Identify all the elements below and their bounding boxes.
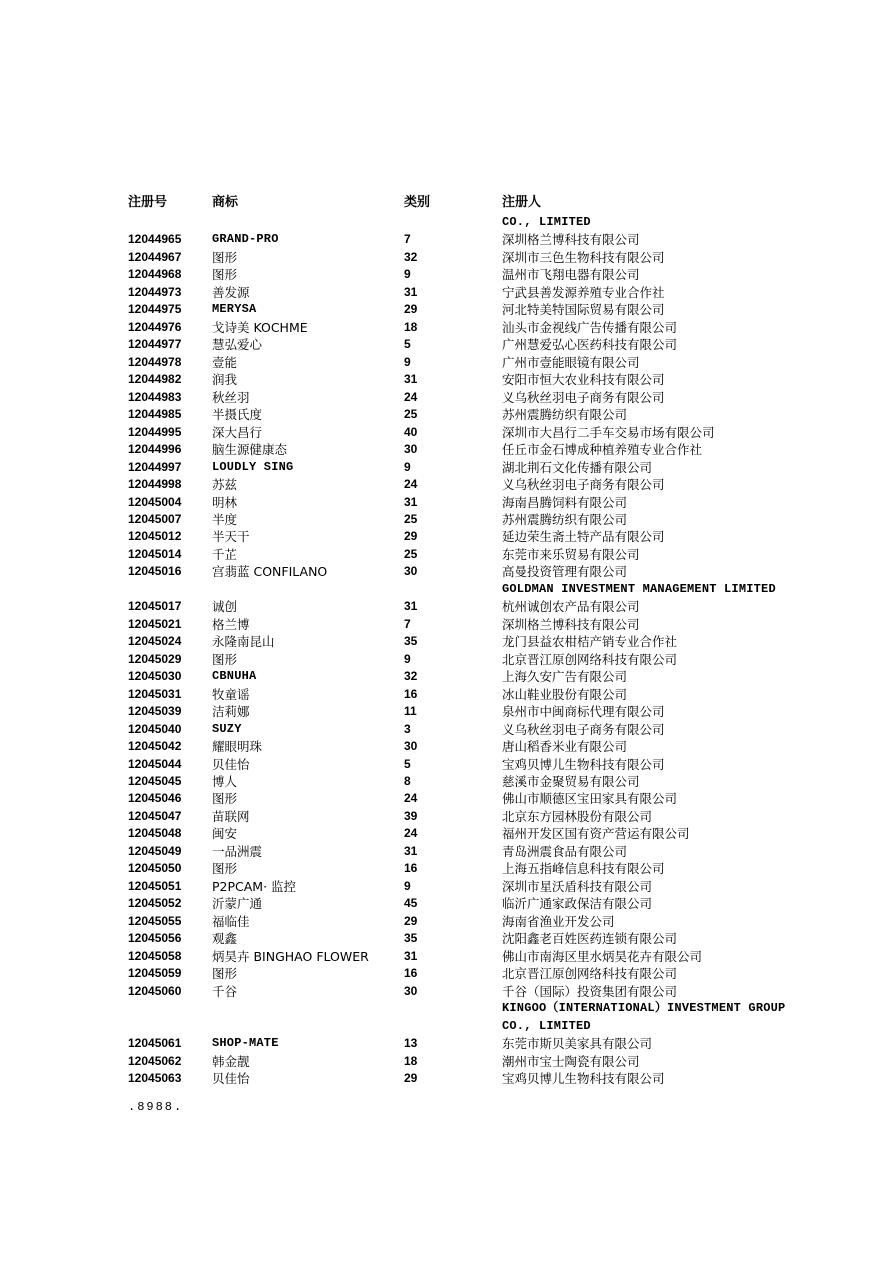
registration-number-cell: 12045016 <box>128 564 182 579</box>
registrant-cell: 佛山市南海区里水炳昊花卉有限公司 <box>502 948 703 964</box>
registrant-cell: 上海久安广告有限公司 <box>502 669 628 685</box>
table-row <box>0 686 892 703</box>
class-cell: 40 <box>404 424 418 439</box>
trademark-cell: 图形 <box>212 267 238 283</box>
table-row <box>0 528 892 545</box>
registrant-cell: 义乌秋丝羽电子商务有限公司 <box>502 389 665 405</box>
class-cell: 31 <box>404 948 418 963</box>
table-header <box>0 193 892 213</box>
registrant-cell: 佛山市顺德区宝田家具有限公司 <box>502 791 678 807</box>
registration-number-cell: 12045039 <box>128 704 182 719</box>
table-row <box>0 459 892 476</box>
registrant-cell: GOLDMAN INVESTMENT MANAGEMENT LIMITED <box>502 581 776 596</box>
trademark-cell: 秋丝羽 <box>212 389 250 405</box>
class-cell: 35 <box>404 634 418 649</box>
trademark-cell: GRAND-PRO <box>212 232 279 247</box>
table-row <box>0 773 892 790</box>
registration-number-cell: 12045017 <box>128 599 182 614</box>
registrant-cell: 延边荣生斋土特产品有限公司 <box>502 529 665 545</box>
class-cell: 29 <box>404 913 418 928</box>
registration-number-cell: 12045040 <box>128 721 182 736</box>
registration-number-cell: 12045052 <box>128 896 182 911</box>
trademark-cell: 善发源 <box>212 284 250 300</box>
registration-number-cell: 12045046 <box>128 791 182 806</box>
registrant-cell: 高曼投资管理有限公司 <box>502 564 628 580</box>
registrant-cell: 北京东方园林股份有限公司 <box>502 808 653 824</box>
registrant-cell: 深圳市星沃盾科技有限公司 <box>502 878 653 894</box>
registrant-cell: 深圳市大昌行二手车交易市场有限公司 <box>502 424 715 440</box>
table-row <box>0 913 892 930</box>
class-cell: 24 <box>404 826 418 841</box>
registrant-cell: 临沂广通家政保洁有限公司 <box>502 896 653 912</box>
trademark-cell: 图形 <box>212 966 238 982</box>
trademark-cell: 诚创 <box>212 599 238 615</box>
class-cell: 25 <box>404 511 418 526</box>
registrant-cell: 北京晋江原创网络科技有限公司 <box>502 651 678 667</box>
trademark-cell: 耀眼明珠 <box>212 739 263 755</box>
registrant-cell: 唐山稻香米业有限公司 <box>502 739 628 755</box>
registrant-cell: 任丘市金石博成种植养殖专业合作社 <box>502 442 703 458</box>
registrant-cell: 宁武县善发源养殖专业合作社 <box>502 284 665 300</box>
registrant-cell: 沈阳鑫老百姓医药连锁有限公司 <box>502 931 678 947</box>
table-row <box>0 511 892 528</box>
registration-number-cell: 12045061 <box>128 1036 182 1051</box>
trademark-cell: 半天干 <box>212 529 250 545</box>
class-cell: 35 <box>404 931 418 946</box>
registration-number-cell: 12045059 <box>128 966 182 981</box>
trademark-cell: 格兰博 <box>212 616 250 632</box>
registration-number-cell: 12044976 <box>128 319 182 334</box>
table-row <box>0 965 892 982</box>
trademark-cell: 明林 <box>212 494 238 510</box>
table-row <box>0 895 892 912</box>
trademark-cell: 沂蒙广通 <box>212 896 263 912</box>
trademark-cell: 宫翡蓝 CONFILANO <box>212 564 328 580</box>
class-cell: 9 <box>404 651 411 666</box>
trademark-cell: 观鑫 <box>212 931 238 947</box>
table-row <box>0 721 892 738</box>
registrant-cell: 海南昌腾饲料有限公司 <box>502 494 628 510</box>
class-cell: 9 <box>404 267 411 282</box>
table-row <box>0 703 892 720</box>
registrant-cell: 安阳市恒大农业科技有限公司 <box>502 372 665 388</box>
registrant-cell: 东莞市斯贝美家具有限公司 <box>502 1036 653 1052</box>
registration-number-cell: 12045007 <box>128 511 182 526</box>
registrant-cell: 海南省渔业开发公司 <box>502 913 615 929</box>
registrant-cell: 义乌秋丝羽电子商务有限公司 <box>502 477 665 493</box>
trademark-cell: 润我 <box>212 372 238 388</box>
class-cell: 18 <box>404 1053 418 1068</box>
registrant-cell: 湖北荆石文化传播有限公司 <box>502 459 653 475</box>
table-row <box>0 1035 892 1052</box>
class-cell: 30 <box>404 564 418 579</box>
class-cell: 13 <box>404 1036 418 1051</box>
registrant-cell: 温州市飞翔电器有限公司 <box>502 267 640 283</box>
trademark-cell: 脑生源健康态 <box>212 442 288 458</box>
table-row <box>0 214 892 231</box>
trademark-cell: 苏兹 <box>212 477 238 493</box>
trademark-cell: 图形 <box>212 861 238 877</box>
registration-number-cell: 12045047 <box>128 808 182 823</box>
table-row <box>0 668 892 685</box>
trademark-cell: LOUDLY SING <box>212 459 294 474</box>
trademark-cell: 壹能 <box>212 354 238 370</box>
trademark-cell: 洁莉娜 <box>212 704 250 720</box>
registration-number-cell: 12045042 <box>128 739 182 754</box>
trademark-cell: MERYSA <box>212 302 257 317</box>
registration-number-cell: 12045014 <box>128 546 182 561</box>
class-cell: 3 <box>404 721 411 736</box>
header-registrant: 注册人 <box>502 195 542 210</box>
trademark-cell: 慧弘爱心 <box>212 337 263 353</box>
trademark-cell: 一品洲震 <box>212 843 263 859</box>
table-row <box>0 494 892 511</box>
registration-number-cell: 12045050 <box>128 861 182 876</box>
class-cell: 5 <box>404 337 411 352</box>
registrant-cell: 青岛洲震食品有限公司 <box>502 843 628 859</box>
registration-number-cell: 12045045 <box>128 774 182 788</box>
class-cell: 39 <box>404 808 418 823</box>
registration-number-cell: 12045004 <box>128 494 182 509</box>
registration-number-cell: 12045049 <box>128 843 182 858</box>
registration-number-cell: 12045021 <box>128 616 182 631</box>
table-row <box>0 756 892 773</box>
registration-number-cell: 12044978 <box>128 354 182 369</box>
class-cell: 7 <box>404 232 411 247</box>
registrant-cell: 河北特美特国际贸易有限公司 <box>502 302 665 318</box>
class-cell: 9 <box>404 459 411 474</box>
table-row <box>0 633 892 650</box>
registration-number-cell: 12045044 <box>128 756 182 771</box>
registration-number-cell: 12044967 <box>128 249 182 264</box>
registrant-cell: KINGOO（INTERNATIONAL）INVESTMENT GROUP <box>502 1001 786 1016</box>
page-number: .8988. <box>128 1100 184 1114</box>
class-cell: 29 <box>404 1070 418 1085</box>
table-row <box>0 563 892 580</box>
registration-number-cell: 12044975 <box>128 302 182 317</box>
registration-number-cell: 12045055 <box>128 913 182 928</box>
class-cell: 31 <box>404 284 418 299</box>
registration-number-cell: 12045051 <box>128 878 182 893</box>
registrant-cell: 广州慧爱弘心医药科技有限公司 <box>502 337 678 353</box>
class-cell: 9 <box>404 878 411 893</box>
registrant-cell: 潮州市宝士陶瓷有限公司 <box>502 1053 640 1069</box>
registration-number-cell: 12044977 <box>128 337 182 352</box>
trademark-cell: 贝佳怡 <box>212 1070 250 1086</box>
registrant-cell: 深圳市三色生物科技有限公司 <box>502 249 665 265</box>
class-cell: 16 <box>404 966 418 981</box>
class-cell: 30 <box>404 442 418 457</box>
class-cell: 45 <box>404 896 418 911</box>
table-row <box>0 319 892 336</box>
table-row <box>0 301 892 318</box>
registration-number-cell: 12044985 <box>128 407 182 422</box>
registration-number-cell: 12045030 <box>128 669 182 684</box>
table-row <box>0 1053 892 1070</box>
registrant-cell: 苏州震腾纺织有限公司 <box>502 407 628 423</box>
header-trademark: 商标 <box>212 195 239 210</box>
table-row <box>0 389 892 406</box>
table-row <box>0 878 892 895</box>
registrant-cell: 北京晋江原创网络科技有限公司 <box>502 966 678 982</box>
table-row <box>0 371 892 388</box>
registration-number-cell: 12044997 <box>128 459 182 474</box>
class-cell: 25 <box>404 407 418 422</box>
registration-number-cell: 12044968 <box>128 267 182 282</box>
registrant-cell: 宝鸡贝博儿生物科技有限公司 <box>502 1070 665 1086</box>
table-row <box>0 930 892 947</box>
table-row <box>0 424 892 441</box>
class-cell: 24 <box>404 791 418 806</box>
trademark-cell: 苗联网 <box>212 808 250 824</box>
class-cell: 16 <box>404 861 418 876</box>
registrant-cell: 苏州震腾纺织有限公司 <box>502 511 628 527</box>
class-cell: 8 <box>404 774 411 788</box>
table-row <box>0 808 892 825</box>
class-cell: 32 <box>404 249 418 264</box>
registration-number-cell: 12045031 <box>128 686 182 701</box>
registration-number-cell: 12044998 <box>128 477 182 492</box>
registration-number-cell: 12045060 <box>128 983 182 998</box>
registration-number-cell: 12045024 <box>128 634 182 649</box>
class-cell: 31 <box>404 372 418 387</box>
registration-number-cell: 12044995 <box>128 424 182 439</box>
registration-number-cell: 12044965 <box>128 232 182 247</box>
table-row <box>0 825 892 842</box>
trademark-cell: P2PCAM· 监控 <box>212 878 297 894</box>
class-cell: 5 <box>404 756 411 771</box>
class-cell: 7 <box>404 616 411 631</box>
registration-number-cell: 12045063 <box>128 1070 182 1085</box>
table-row <box>0 231 892 248</box>
table-row <box>0 336 892 353</box>
registrant-cell: 杭州诚创农产品有限公司 <box>502 599 640 615</box>
table-row <box>0 441 892 458</box>
table-row <box>0 476 892 493</box>
registrant-cell: 宝鸡贝博儿生物科技有限公司 <box>502 756 665 772</box>
table-row <box>0 581 892 598</box>
table-row <box>0 860 892 877</box>
trademark-cell: 千谷 <box>212 983 238 999</box>
table-row <box>0 406 892 423</box>
trademark-cell: 半度 <box>212 511 238 527</box>
header-registration-number: 注册号 <box>128 195 168 210</box>
registrant-cell: 千谷（国际）投资集团有限公司 <box>502 983 678 999</box>
trademark-cell: 韩金靓 <box>212 1053 250 1069</box>
registrant-cell: 上海五指峰信息科技有限公司 <box>502 861 665 877</box>
registration-number-cell: 12044982 <box>128 372 182 387</box>
table-row <box>0 790 892 807</box>
registrant-cell: 深圳格兰博科技有限公司 <box>502 616 640 632</box>
registrant-cell: 东莞市来乐贸易有限公司 <box>502 546 640 562</box>
class-cell: 9 <box>404 354 411 369</box>
registrant-cell: 冰山鞋业股份有限公司 <box>502 686 628 702</box>
trademark-cell: SHOP-MATE <box>212 1036 279 1051</box>
class-cell: 31 <box>404 843 418 858</box>
trademark-cell: 博人 <box>212 774 238 789</box>
table-row <box>0 266 892 283</box>
table-row <box>0 1018 892 1035</box>
trademark-cell: 炳昊卉 BINGHAO FLOWER <box>212 948 369 964</box>
table-row <box>0 843 892 860</box>
registrant-cell: 泉州市中闽商标代理有限公司 <box>502 704 665 720</box>
registrant-cell: 汕头市金视线广告传播有限公司 <box>502 319 678 335</box>
trademark-cell: 深大昌行 <box>212 424 263 440</box>
header-class: 类别 <box>404 195 431 210</box>
trademark-cell: 闽安 <box>212 826 238 842</box>
registration-number-cell: 12044983 <box>128 389 182 404</box>
registrant-cell: CO., LIMITED <box>502 1018 591 1033</box>
registration-number-cell: 12045056 <box>128 931 182 946</box>
trademark-cell: 戈诗美 KOCHME <box>212 319 308 335</box>
table-row <box>0 354 892 371</box>
trademark-cell: 千芷 <box>212 546 238 562</box>
class-cell: 29 <box>404 302 418 317</box>
registrant-cell: CO., LIMITED <box>502 215 591 229</box>
registrant-cell: 龙门县益农柑桔产销专业合作社 <box>502 634 678 650</box>
trademark-cell: 图形 <box>212 791 238 807</box>
registration-number-cell: 12045048 <box>128 826 182 841</box>
class-cell: 24 <box>404 477 418 492</box>
class-cell: 18 <box>404 319 418 334</box>
registration-number-cell: 12045012 <box>128 529 182 544</box>
table-row <box>0 284 892 301</box>
registration-number-cell: 12045029 <box>128 651 182 666</box>
class-cell: 30 <box>404 983 418 998</box>
trademark-cell: 图形 <box>212 651 238 667</box>
registration-number-cell: 12045062 <box>128 1053 182 1068</box>
trademark-cell: 图形 <box>212 249 238 265</box>
registration-number-cell: 12044996 <box>128 442 182 457</box>
table-row <box>0 651 892 668</box>
trademark-cell: 半摄氏度 <box>212 407 263 423</box>
registration-number-cell: 12044973 <box>128 284 182 299</box>
table-row <box>0 983 892 1000</box>
trademark-cell: CBNUHA <box>212 669 257 684</box>
registrant-cell: 广州市壹能眼镜有限公司 <box>502 354 640 370</box>
registration-number-cell: 12045058 <box>128 948 182 963</box>
class-cell: 24 <box>404 389 418 404</box>
table-row <box>0 1070 892 1087</box>
trademark-cell: 牧童谣 <box>212 686 250 702</box>
trademark-table-body <box>0 214 892 1087</box>
trademark-cell: 福临佳 <box>212 913 250 929</box>
table-row <box>0 1000 892 1017</box>
class-cell: 32 <box>404 669 418 684</box>
trademark-cell: SUZY <box>212 721 242 736</box>
class-cell: 31 <box>404 599 418 614</box>
table-row <box>0 249 892 266</box>
class-cell: 31 <box>404 494 418 509</box>
table-row <box>0 948 892 965</box>
trademark-cell: 贝佳怡 <box>212 756 250 772</box>
class-cell: 25 <box>404 546 418 561</box>
registrant-cell: 义乌秋丝羽电子商务有限公司 <box>502 721 665 737</box>
table-row <box>0 598 892 615</box>
class-cell: 29 <box>404 529 418 544</box>
table-row <box>0 738 892 755</box>
class-cell: 11 <box>404 704 417 719</box>
registrant-cell: 福州开发区国有资产营运有限公司 <box>502 826 690 842</box>
class-cell: 16 <box>404 686 418 701</box>
registrant-cell: 慈溪市金聚贸易有限公司 <box>502 774 640 789</box>
trademark-cell: 永隆南昆山 <box>212 634 275 650</box>
registrant-cell: 深圳格兰博科技有限公司 <box>502 232 640 248</box>
table-row <box>0 546 892 563</box>
table-row <box>0 616 892 633</box>
class-cell: 30 <box>404 739 418 754</box>
